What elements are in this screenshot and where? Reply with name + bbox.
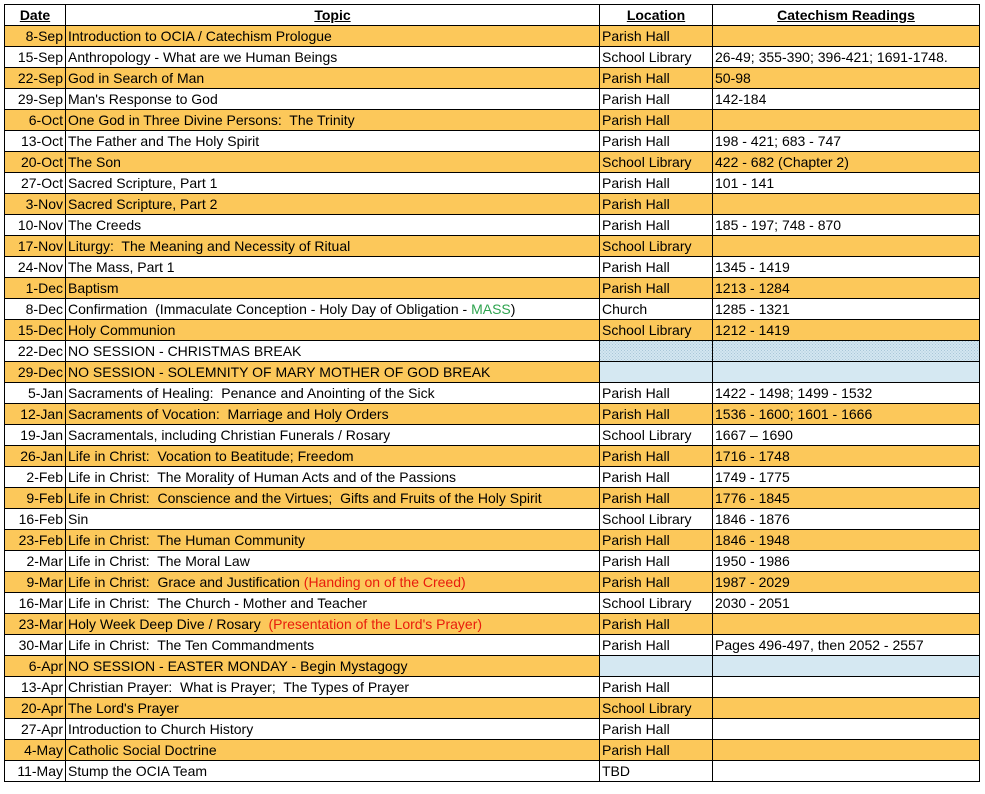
location-cell: Parish Hall — [600, 194, 713, 215]
readings-cell: 1285 - 1321 — [713, 299, 980, 320]
date-cell: 8-Sep — [5, 26, 66, 47]
topic-cell — [66, 194, 600, 215]
readings-cell — [713, 677, 980, 698]
topic-text: Introduction to OCIA / Catechism Prologue — [68, 28, 332, 44]
location-header: Location — [600, 5, 713, 26]
table-row — [5, 446, 980, 467]
topic-cell — [66, 68, 600, 89]
topic-text: Liturgy: The Meaning and Necessity of Ritual — [68, 238, 351, 254]
date-cell: 11-May — [5, 761, 66, 782]
topic-cell — [66, 341, 600, 362]
topic-cell — [66, 677, 600, 698]
location-cell: Parish Hall — [600, 131, 713, 152]
topic-cell — [66, 131, 600, 152]
date-cell: 26-Jan — [5, 446, 66, 467]
location-cell: Parish Hall — [600, 215, 713, 236]
topic-text: Life in Christ: Conscience and the Virtues; Gifts and Fruits of the Holy Spirit — [68, 490, 542, 506]
location-cell: Parish Hall — [600, 614, 713, 635]
date-cell: 10-Nov — [5, 215, 66, 236]
date-cell: 5-Jan — [5, 383, 66, 404]
location-cell: Parish Hall — [600, 551, 713, 572]
table-body — [5, 26, 980, 782]
topic-cell — [66, 509, 600, 530]
location-cell: Parish Hall — [600, 110, 713, 131]
table-row — [5, 467, 980, 488]
topic-suffix: ) — [510, 301, 516, 317]
topic-text: Man's Response to God — [68, 91, 218, 107]
location-cell: Parish Hall — [600, 173, 713, 194]
topic-text: NO SESSION - SOLEMNITY OF MARY MOTHER OF GOD BREAK — [68, 364, 491, 380]
location-cell: Parish Hall — [600, 530, 713, 551]
location-cell: Parish Hall — [600, 467, 713, 488]
table-row — [5, 404, 980, 425]
readings-cell — [713, 194, 980, 215]
topic-cell — [66, 488, 600, 509]
topic-text: Life in Christ: The Ten Commandments — [68, 637, 315, 653]
readings-cell: 185 - 197; 748 - 870 — [713, 215, 980, 236]
date-cell: 16-Feb — [5, 509, 66, 530]
topic-text: Sacraments of Vocation: Marriage and Holy Orders — [68, 406, 389, 422]
date-cell: 13-Oct — [5, 131, 66, 152]
readings-cell: 1213 - 1284 — [713, 278, 980, 299]
topic-text: NO SESSION - CHRISTMAS BREAK — [68, 343, 302, 359]
readings-cell: 26-49; 355-390; 396-421; 1691-1748. — [713, 47, 980, 68]
readings-cell: 1749 - 1775 — [713, 467, 980, 488]
topic-cell — [66, 215, 600, 236]
topic-note: MASS — [471, 301, 511, 317]
topic-cell — [66, 530, 600, 551]
readings-cell: 1716 - 1748 — [713, 446, 980, 467]
readings-cell: 1536 - 1600; 1601 - 1666 — [713, 404, 980, 425]
table-row — [5, 110, 980, 131]
topic-text: Life in Christ: The Human Community — [68, 532, 306, 548]
location-cell: Parish Hall — [600, 26, 713, 47]
table-row — [5, 677, 980, 698]
readings-cell: 1212 - 1419 — [713, 320, 980, 341]
table-row — [5, 740, 980, 761]
readings-cell — [713, 761, 980, 782]
location-cell: Parish Hall — [600, 719, 713, 740]
topic-cell — [66, 278, 600, 299]
readings-cell: 142-184 — [713, 89, 980, 110]
topic-cell — [66, 698, 600, 719]
table-row — [5, 593, 980, 614]
location-cell: Parish Hall — [600, 404, 713, 425]
table-row — [5, 89, 980, 110]
topic-text: Anthropology - What are we Human Beings — [68, 49, 338, 65]
location-cell: Parish Hall — [600, 68, 713, 89]
topic-cell — [66, 425, 600, 446]
topic-text: Sacred Scripture, Part 2 — [68, 196, 218, 212]
table-row — [5, 383, 980, 404]
date-cell: 16-Mar — [5, 593, 66, 614]
location-cell: Parish Hall — [600, 488, 713, 509]
topic-cell — [66, 26, 600, 47]
date-cell: 3-Nov — [5, 194, 66, 215]
date-cell: 8-Dec — [5, 299, 66, 320]
date-cell: 29-Sep — [5, 89, 66, 110]
date-cell: 22-Sep — [5, 68, 66, 89]
topic-text: Confirmation (Immaculate Conception - Holy Day of Obligation - — [68, 301, 472, 317]
location-cell: Parish Hall — [600, 446, 713, 467]
topic-text: God in Search of Man — [68, 70, 205, 86]
topic-cell — [66, 614, 600, 635]
date-header: Date — [5, 5, 66, 26]
date-cell: 15-Dec — [5, 320, 66, 341]
topic-cell — [66, 173, 600, 194]
table-row — [5, 425, 980, 446]
date-cell: 6-Apr — [5, 656, 66, 677]
topic-cell — [66, 593, 600, 614]
readings-cell: 1422 - 1498; 1499 - 1532 — [713, 383, 980, 404]
table-row — [5, 614, 980, 635]
table-row — [5, 341, 980, 362]
topic-cell — [66, 257, 600, 278]
table-row — [5, 299, 980, 320]
topic-text: The Mass, Part 1 — [68, 259, 175, 275]
topic-cell — [66, 551, 600, 572]
topic-text: Life in Christ: The Church - Mother and Teacher — [68, 595, 368, 611]
readings-cell: 1846 - 1876 — [713, 509, 980, 530]
table-row — [5, 194, 980, 215]
location-cell: Parish Hall — [600, 635, 713, 656]
topic-cell — [66, 299, 600, 320]
topic-text: Life in Christ: Grace and Justification — [68, 574, 304, 590]
table-row — [5, 131, 980, 152]
topic-text: Sacramentals, including Christian Funerals / Rosary — [68, 427, 391, 443]
topic-cell — [66, 446, 600, 467]
location-cell: Parish Hall — [600, 257, 713, 278]
topic-text: The Creeds — [68, 217, 142, 233]
readings-cell: 198 - 421; 683 - 747 — [713, 131, 980, 152]
location-cell: School Library — [600, 47, 713, 68]
readings-cell: 101 - 141 — [713, 173, 980, 194]
table-row — [5, 278, 980, 299]
table-row — [5, 698, 980, 719]
topic-text: The Son — [68, 154, 121, 170]
topic-cell — [66, 362, 600, 383]
topic-text: Sacred Scripture, Part 1 — [68, 175, 218, 191]
date-cell: 9-Feb — [5, 488, 66, 509]
location-cell: School Library — [600, 152, 713, 173]
location-cell — [600, 656, 713, 677]
topic-cell — [66, 110, 600, 131]
location-cell: School Library — [600, 425, 713, 446]
table-header — [5, 5, 980, 26]
readings-cell: 422 - 682 (Chapter 2) — [713, 152, 980, 173]
topic-text: Stump the OCIA Team — [68, 763, 208, 779]
topic-cell — [66, 47, 600, 68]
location-cell: Parish Hall — [600, 677, 713, 698]
table-row — [5, 761, 980, 782]
location-cell: Parish Hall — [600, 572, 713, 593]
table-row — [5, 215, 980, 236]
topic-cell — [66, 467, 600, 488]
date-cell: 20-Oct — [5, 152, 66, 173]
topic-text: The Lord's Prayer — [68, 700, 179, 716]
date-cell: 29-Dec — [5, 362, 66, 383]
date-cell: 2-Mar — [5, 551, 66, 572]
table-row — [5, 572, 980, 593]
location-cell: Church — [600, 299, 713, 320]
table-row — [5, 320, 980, 341]
topic-cell — [66, 404, 600, 425]
topic-text: Christian Prayer: What is Prayer; The Types of Prayer — [68, 679, 410, 695]
topic-text: Sin — [68, 511, 89, 527]
readings-cell — [713, 362, 980, 383]
table-row — [5, 530, 980, 551]
location-cell: School Library — [600, 509, 713, 530]
table-row — [5, 47, 980, 68]
readings-cell — [713, 740, 980, 761]
date-cell: 17-Nov — [5, 236, 66, 257]
table-row — [5, 173, 980, 194]
topic-note: (Handing on of the Creed) — [303, 574, 466, 590]
topic-cell — [66, 635, 600, 656]
date-cell: 24-Nov — [5, 257, 66, 278]
readings-cell — [713, 614, 980, 635]
date-cell: 9-Mar — [5, 572, 66, 593]
location-cell: Parish Hall — [600, 278, 713, 299]
table-row — [5, 236, 980, 257]
date-cell: 27-Apr — [5, 719, 66, 740]
topic-note: (Presentation of the Lord's Prayer) — [268, 616, 483, 632]
date-cell: 4-May — [5, 740, 66, 761]
readings-cell: 2030 - 2051 — [713, 593, 980, 614]
readings-cell — [713, 236, 980, 257]
topic-cell — [66, 152, 600, 173]
date-cell: 15-Sep — [5, 47, 66, 68]
topic-text: NO SESSION - EASTER MONDAY - Begin Mystagogy — [68, 658, 408, 674]
topic-cell — [66, 383, 600, 404]
table-row — [5, 488, 980, 509]
topic-cell — [66, 572, 600, 593]
location-cell: School Library — [600, 593, 713, 614]
header-row — [5, 5, 980, 26]
date-cell: 1-Dec — [5, 278, 66, 299]
location-cell — [600, 341, 713, 362]
readings-cell: 50-98 — [713, 68, 980, 89]
date-cell: 20-Apr — [5, 698, 66, 719]
table-row — [5, 257, 980, 278]
location-cell: School Library — [600, 320, 713, 341]
topic-text: Introduction to Church History — [68, 721, 254, 737]
topic-text: Catholic Social Doctrine — [68, 742, 217, 758]
topic-cell — [66, 719, 600, 740]
date-cell: 30-Mar — [5, 635, 66, 656]
topic-text: Life in Christ: Vocation to Beatitude; Freedom — [68, 448, 354, 464]
table-row — [5, 509, 980, 530]
date-cell: 12-Jan — [5, 404, 66, 425]
date-cell: 27-Oct — [5, 173, 66, 194]
schedule-table — [4, 4, 980, 782]
readings-cell: 1950 - 1986 — [713, 551, 980, 572]
table-row — [5, 656, 980, 677]
date-cell: 13-Apr — [5, 677, 66, 698]
topic-cell — [66, 761, 600, 782]
topic-text: Holy Week Deep Dive / Rosary — [68, 616, 269, 632]
readings-cell: 1667 – 1690 — [713, 425, 980, 446]
date-cell: 23-Feb — [5, 530, 66, 551]
topic-header: Topic — [66, 5, 600, 26]
table-row — [5, 68, 980, 89]
date-cell: 2-Feb — [5, 467, 66, 488]
location-cell — [600, 362, 713, 383]
topic-text: The Father and The Holy Spirit — [68, 133, 260, 149]
readings-cell — [713, 110, 980, 131]
readings-cell: 1846 - 1948 — [713, 530, 980, 551]
topic-cell — [66, 656, 600, 677]
topic-text: Sacraments of Healing: Penance and Anointing of the Sick — [68, 385, 435, 401]
location-cell: School Library — [600, 698, 713, 719]
location-cell: School Library — [600, 236, 713, 257]
readings-cell — [713, 26, 980, 47]
topic-text: Holy Communion — [68, 322, 176, 338]
readings-cell: 1776 - 1845 — [713, 488, 980, 509]
table-row — [5, 152, 980, 173]
location-cell: Parish Hall — [600, 89, 713, 110]
topic-cell — [66, 740, 600, 761]
topic-text: Baptism — [68, 280, 119, 296]
readings-cell: Pages 496-497, then 2052 - 2557 — [713, 635, 980, 656]
table-row — [5, 26, 980, 47]
readings-cell — [713, 341, 980, 362]
readings-cell — [713, 656, 980, 677]
readings-cell: 1345 - 1419 — [713, 257, 980, 278]
topic-text: Life in Christ: The Morality of Human Acts and of the Passions — [68, 469, 457, 485]
topic-cell — [66, 236, 600, 257]
readings-header: Catechism Readings — [713, 5, 980, 26]
location-cell: TBD — [600, 761, 713, 782]
topic-text: Life in Christ: The Moral Law — [68, 553, 250, 569]
table-row — [5, 635, 980, 656]
readings-cell — [713, 698, 980, 719]
readings-cell: 1987 - 2029 — [713, 572, 980, 593]
location-cell: Parish Hall — [600, 740, 713, 761]
readings-cell — [713, 719, 980, 740]
date-cell: 23-Mar — [5, 614, 66, 635]
date-cell: 6-Oct — [5, 110, 66, 131]
table-row — [5, 362, 980, 383]
topic-text: One God in Three Divine Persons: The Trinity — [68, 112, 355, 128]
table-row — [5, 551, 980, 572]
location-cell: Parish Hall — [600, 383, 713, 404]
topic-cell — [66, 320, 600, 341]
date-cell: 19-Jan — [5, 425, 66, 446]
topic-cell — [66, 89, 600, 110]
table-row — [5, 719, 980, 740]
date-cell: 22-Dec — [5, 341, 66, 362]
